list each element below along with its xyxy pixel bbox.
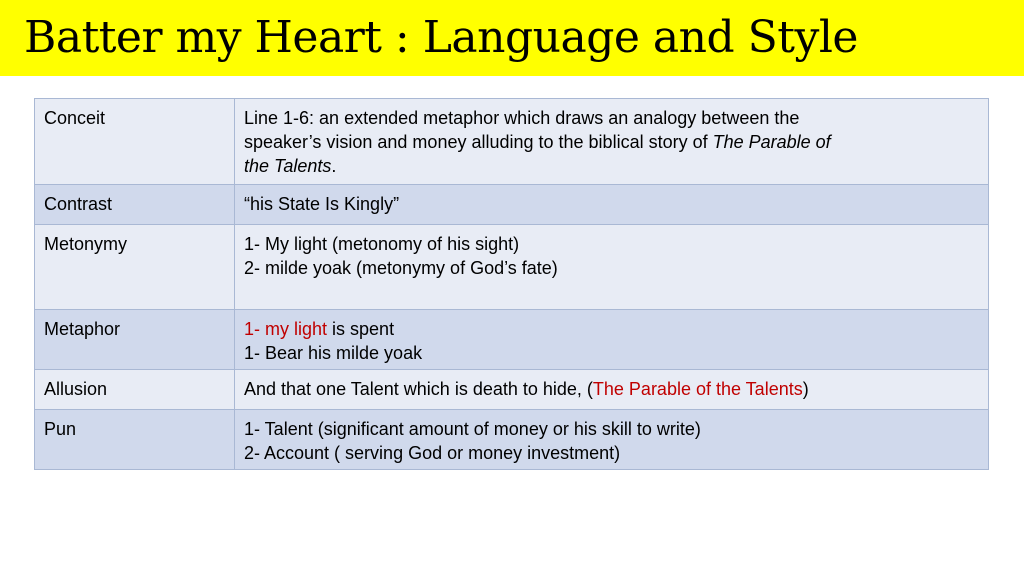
description-cell (235, 310, 989, 370)
table-row (35, 185, 989, 225)
description-line: 1- my light is spent (244, 319, 395, 339)
description-line: Line 1-6: an extended metaphor which draws an analogy between the (244, 108, 800, 128)
description-cell (235, 99, 989, 185)
description-cell (235, 225, 989, 310)
description-line: 2- milde yoak (metonymy of God’s fate) (244, 258, 558, 278)
term-cell: Metaphor (35, 310, 235, 370)
italic-title: the Talents (244, 156, 332, 176)
description-line: 1- Talent (significant amount of money or his skill to write) (244, 419, 701, 439)
description-line: the Talents. (244, 156, 337, 176)
table-row (35, 310, 989, 370)
term-cell: Conceit (35, 99, 235, 185)
description-line: 1- My light (metonomy of his sight) (244, 234, 520, 254)
italic-title: The Parable of (712, 132, 831, 152)
highlighted-phrase: The Parable of the Talents (592, 379, 803, 399)
description-line: speaker’s vision and money alluding to the biblical story of The Parable of (244, 132, 831, 152)
highlighted-phrase: 1- my light (244, 319, 328, 339)
description-line: “his State Is Kingly” (244, 194, 400, 214)
table-row (35, 225, 989, 310)
devices-table (34, 98, 989, 470)
page-title: Batter my Heart : Language and Style (24, 12, 858, 63)
description-line: 2- Account ( serving God or money investment) (244, 443, 621, 463)
description-cell (235, 370, 989, 410)
table-row (35, 99, 989, 185)
term-cell: Pun (35, 410, 235, 470)
description-cell (235, 410, 989, 470)
description-cell (235, 185, 989, 225)
table-row (35, 410, 989, 470)
title-bar (0, 0, 1024, 76)
term-cell: Allusion (35, 370, 235, 410)
term-cell: Contrast (35, 185, 235, 225)
description-line: 1- Bear his milde yoak (244, 343, 423, 363)
table-row (35, 370, 989, 410)
description-line: And that one Talent which is death to hide, (The Parable of the Talents) (244, 379, 809, 399)
term-cell: Metonymy (35, 225, 235, 310)
